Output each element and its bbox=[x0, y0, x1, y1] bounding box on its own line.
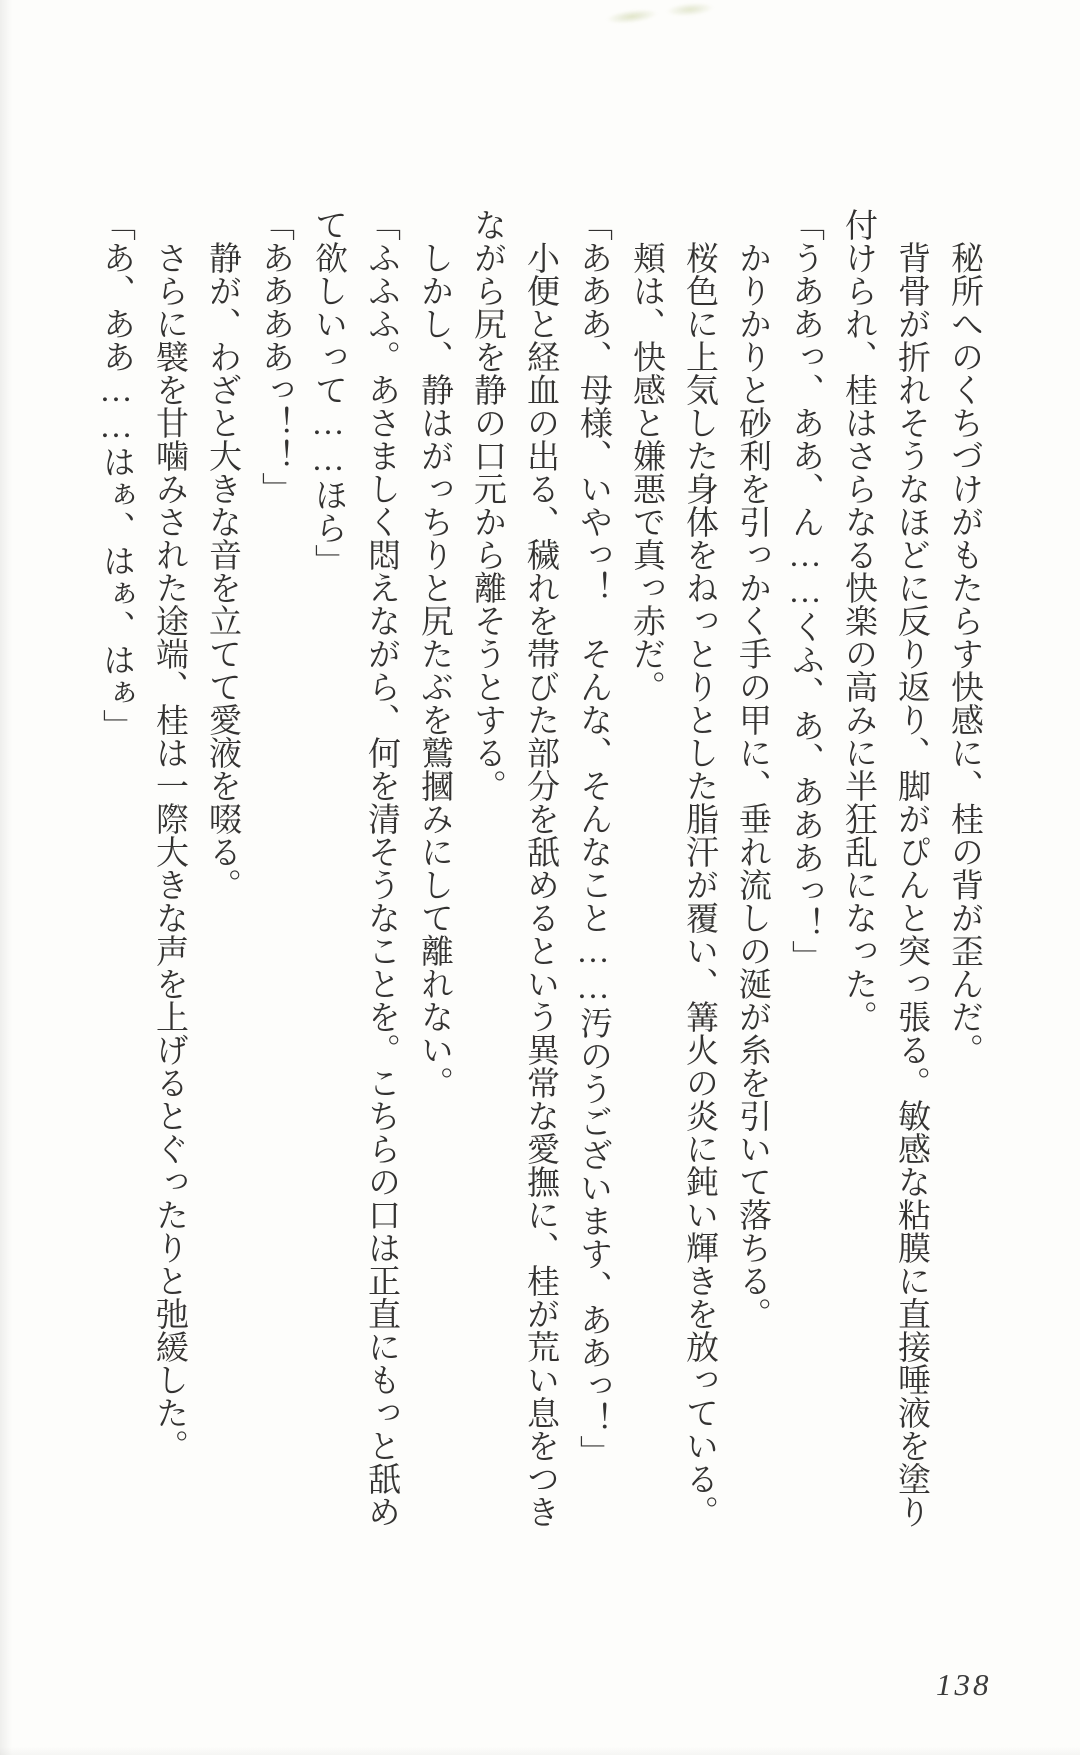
smudge-mark bbox=[605, 7, 658, 26]
paragraph-8: 小便と経血の出る、穢れを帯びた部分を舐めるという異常な愛撫に、桂が荒い息をつきながら尻を静の口元から離そうとする。 bbox=[469, 208, 558, 1528]
paragraph-2: 背骨が折れそうなほどに反り返り、脚がぴんと突っ張る。敏感な粘膜に直接唾液を塗り付けられ、桂はさらなる快楽の高みに半狂乱になった。 bbox=[840, 208, 929, 1528]
page-binding-shadow bbox=[0, 0, 12, 1755]
paragraph-3-dialogue: 「うああっ、ああ、ん……くふ、あ、あああっ！」 bbox=[787, 208, 823, 973]
paragraph-13: さらに襞を甘噛みされた途端、桂は一際大きな声を上げるとぐったりと弛緩した。 bbox=[151, 241, 187, 1462]
paragraph-4: かりかりと砂利を引っかく手の甲に、垂れ流しの涎が糸を引いて落ちる。 bbox=[734, 241, 770, 1330]
vertical-text-block bbox=[89, 208, 990, 1538]
paragraph-1: 秘所へのくちづけがもたらす快感に、桂の背が歪んだ。 bbox=[946, 241, 982, 1066]
page-number: 138 bbox=[936, 1667, 992, 1702]
paragraph-9: しかし、静はがっちりと尻たぶを鷲摑みにして離れない。 bbox=[416, 241, 452, 1099]
smudge-mark bbox=[666, 1, 715, 18]
paragraph-12: 静が、わざと大きな音を立てて愛液を啜る。 bbox=[204, 241, 240, 901]
paragraph-5: 桜色に上気した身体をねっとりとした脂汗が覆い、篝火の炎に鈍い輝きを放っている。 bbox=[681, 241, 717, 1528]
paragraph-14-dialogue: 「あ、ああ……はぁ、はぁ、はぁ」 bbox=[98, 208, 134, 742]
paragraph-10-dialogue: 「ふふふ。あさましく悶えながら、何を清そうなことを。こちらの口は正直にもっと舐めて欲しいって……ほら」 bbox=[310, 208, 399, 1528]
paragraph-6: 頬は、快感と嫌悪で真っ赤だ。 bbox=[628, 241, 664, 703]
page-edge-shadow bbox=[0, 1747, 1080, 1755]
paragraph-11-dialogue: 「ああああっ！！」 bbox=[257, 208, 293, 505]
paragraph-7-dialogue: 「あああ、母様、いやっ！ そんな、そんなこと……汚のうございます、ああっ！」 bbox=[575, 208, 611, 1468]
